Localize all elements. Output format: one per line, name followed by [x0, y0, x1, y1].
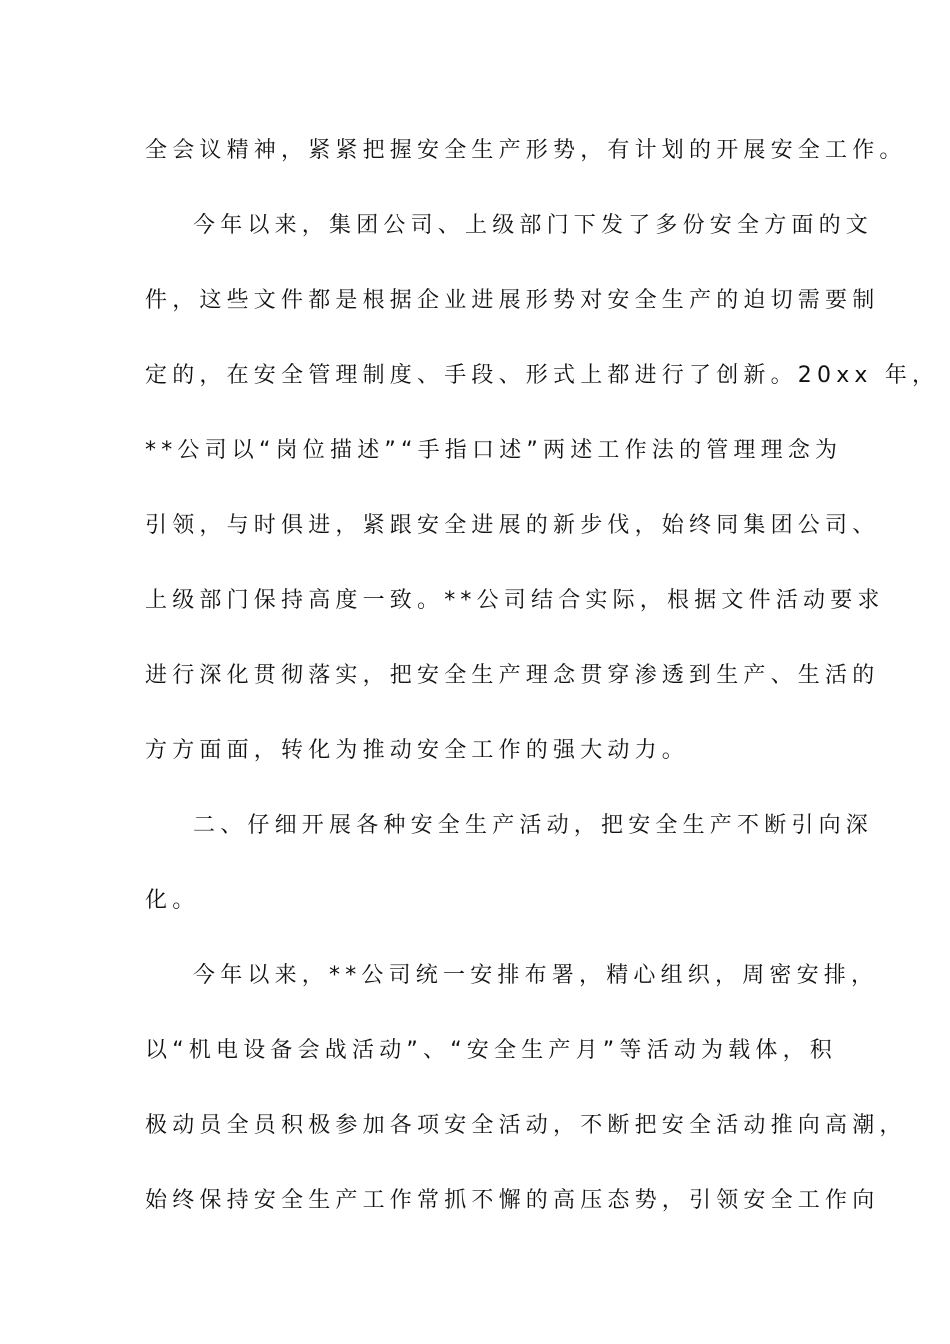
text-line-11: 化。: [145, 888, 200, 913]
text-line-5: **公司以“岗位描述”“手指口述”两述工作法的管理理念为: [145, 438, 843, 463]
text-line-6: 引领，与时俱进，紧跟安全进展的新步伐，始终同集团公司、: [145, 513, 880, 538]
text-line-7: 上级部门保持高度一致。**公司结合实际，根据文件活动要求: [145, 588, 885, 613]
text-line-14: 极动员全员积极参加各项安全活动，不断把安全活动推向高潮，: [145, 1113, 907, 1138]
text-line-4: 定的，在安全管理制度、手段、形式上都进行了创新。20xx 年，: [145, 363, 940, 388]
text-line-3: 件，这些文件都是根据企业进展形势对安全生产的迫切需要制: [145, 288, 880, 313]
text-line-8: 进行深化贯彻落实，把安全生产理念贯穿渗透到生产、生活的: [145, 663, 880, 688]
text-line-1: 全会议精神，紧紧把握安全生产形势，有计划的开展安全工作。: [145, 138, 907, 163]
text-line-15: 始终保持安全生产工作常抓不懈的高压态势，引领安全工作向: [145, 1188, 880, 1213]
text-line-13: 以“机电设备会战活动”、“安全生产月”等活动为载体，积: [145, 1038, 837, 1063]
text-line-2: 今年以来，集团公司、上级部门下发了多份安全方面的文: [193, 213, 874, 238]
text-line-12: 今年以来，**公司统一安排布署，精心组织，周密安排，: [193, 963, 879, 988]
text-line-9: 方方面面，转化为推动安全工作的强大动力。: [145, 738, 690, 763]
text-line-10: 二、仔细开展各种安全生产活动，把安全生产不断引向深: [193, 813, 874, 838]
